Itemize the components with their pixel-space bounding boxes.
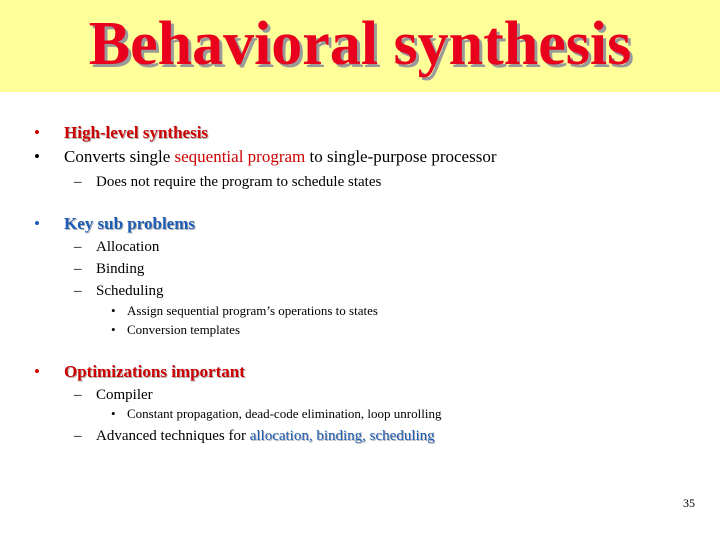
bullet-converts <box>64 146 496 168</box>
sub-bullet-scheduling: Scheduling <box>96 283 164 299</box>
sub-sub-bullet-conversion-templates: Conversion templates <box>127 322 241 337</box>
bullet-optimizations-important: Optimizations important <box>64 362 245 381</box>
advanced-techniques-text: Advanced techniques for <box>96 428 250 444</box>
sub-bullet-marker: – <box>74 283 82 299</box>
allocation-binding-scheduling-highlight: allocation, binding, scheduling <box>249 428 435 444</box>
sub-bullet-marker: – <box>74 174 82 190</box>
page-number: 35 <box>683 496 695 510</box>
slide-title: Behavioral synthesis <box>88 10 632 78</box>
sub-bullet-compiler: Compiler <box>96 387 153 403</box>
bullet-converts-text-after: to single-purpose processor <box>305 147 497 166</box>
sub-bullet-marker: – <box>74 428 82 444</box>
sub-sub-bullet-assign-operations: Assign sequential program’s operations to states <box>127 303 378 318</box>
sub-bullet-binding: Binding <box>96 261 145 277</box>
bullet-key-sub-problems: Key sub problems <box>64 214 195 233</box>
sequential-program-highlight: sequential program <box>174 147 306 166</box>
sub-bullet-marker: – <box>74 239 82 255</box>
bullet-marker: • <box>34 214 40 233</box>
sub-bullet-marker: – <box>74 261 82 277</box>
sub-sub-bullet-marker: • <box>111 322 116 337</box>
bullet-high-level-synthesis: High-level synthesis <box>64 123 209 142</box>
sub-sub-bullet-compiler-optimizations: Constant propagation, dead-code elimination, loop unrolling <box>127 406 442 421</box>
sub-sub-bullet-marker: • <box>111 303 116 318</box>
sub-bullet-allocation: Allocation <box>96 239 160 255</box>
sub-sub-bullet-marker: • <box>111 406 116 421</box>
bullet-converts-text-before: Converts single <box>64 147 175 166</box>
bullet-marker: • <box>34 362 40 381</box>
sub-bullet-advanced-techniques <box>96 426 435 446</box>
sub-bullet-marker: – <box>74 387 82 403</box>
bullet-marker: • <box>34 123 40 142</box>
sub-bullet-schedule-states: Does not require the program to schedule states <box>96 174 382 190</box>
bullet-marker: • <box>34 147 40 166</box>
